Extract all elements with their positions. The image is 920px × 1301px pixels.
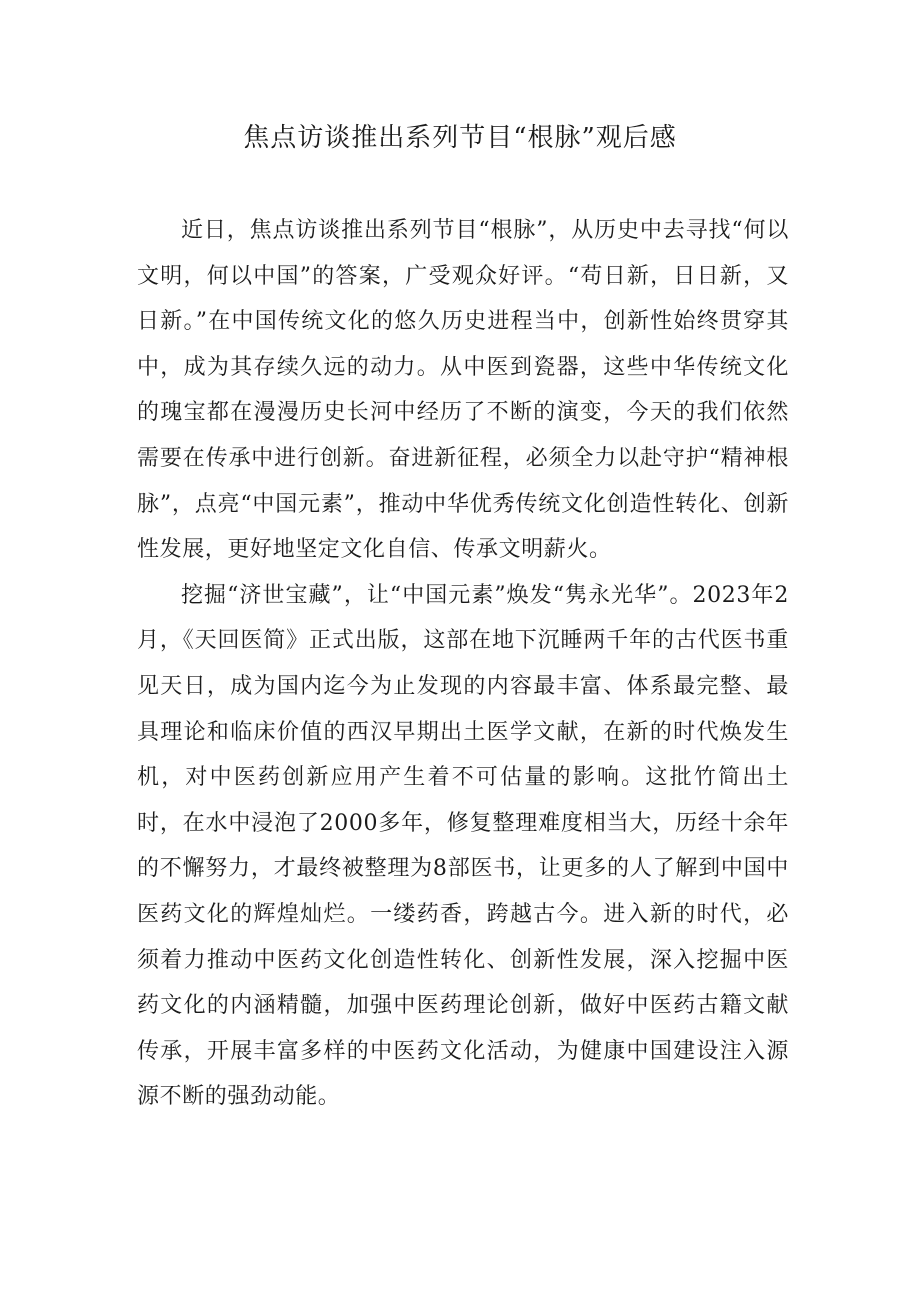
paragraph-1: 近日，焦点访谈推出系列节目“根脉”，从历史中去寻找“何以文明，何以中国”的答案，广受观众好评。“苟日新，日日新，又日新。”在中国传统文化的悠久历史进程当中，创新性始终贯穿其中，成为其存续久远的动力。从中医到瓷器，这些中华传统文化的瑰宝都在漫漫历史长河中经历了不断的演变，今天的我们依然需要在传承中进行创新。奋进新征程，必须全力以赴守护“精神根脉”，点亮“中国元素”，推动中华优秀传统文化创造性转化、创新性发展，更好地坚定文化自信、传承文明薪火。 — [137, 218, 789, 563]
document-title: 焦点访谈推出系列节目“根脉”观后感 — [243, 123, 677, 153]
paragraph-2: 挖掘“济世宝藏”，让“中国元素”焕发“隽永光华”。2023年2月，《天回医简》正式出版，这部在地下沉睡两千年的古代医书重见天日，成为国内迄今为止发现的内容最丰富、体系最完整、最具理论和临床价值的西汉早期出土医学文献，在新的时代焕发生机，对中医药创新应用产生着不可估量的影响。这批竹简出土时，在水中浸泡了2000多年，修复整理难度相当大，历经十余年的不懈努力，才最终被整理为8部医书，让更多的人了解到中国中医药文化的辉煌灿烂。一缕药香，跨越古今。进入新的时代，必须着力推动中医药文化创造性转化、创新性发展，深入挖掘中医药文化的内涵精髓，加强中医药理论创新，做好中医药古籍文献传承，开展丰富多样的中医药文化活动，为健康中国建设注入源源不断的强劲动能。 — [137, 582, 789, 1110]
document-body — [137, 208, 789, 1120]
